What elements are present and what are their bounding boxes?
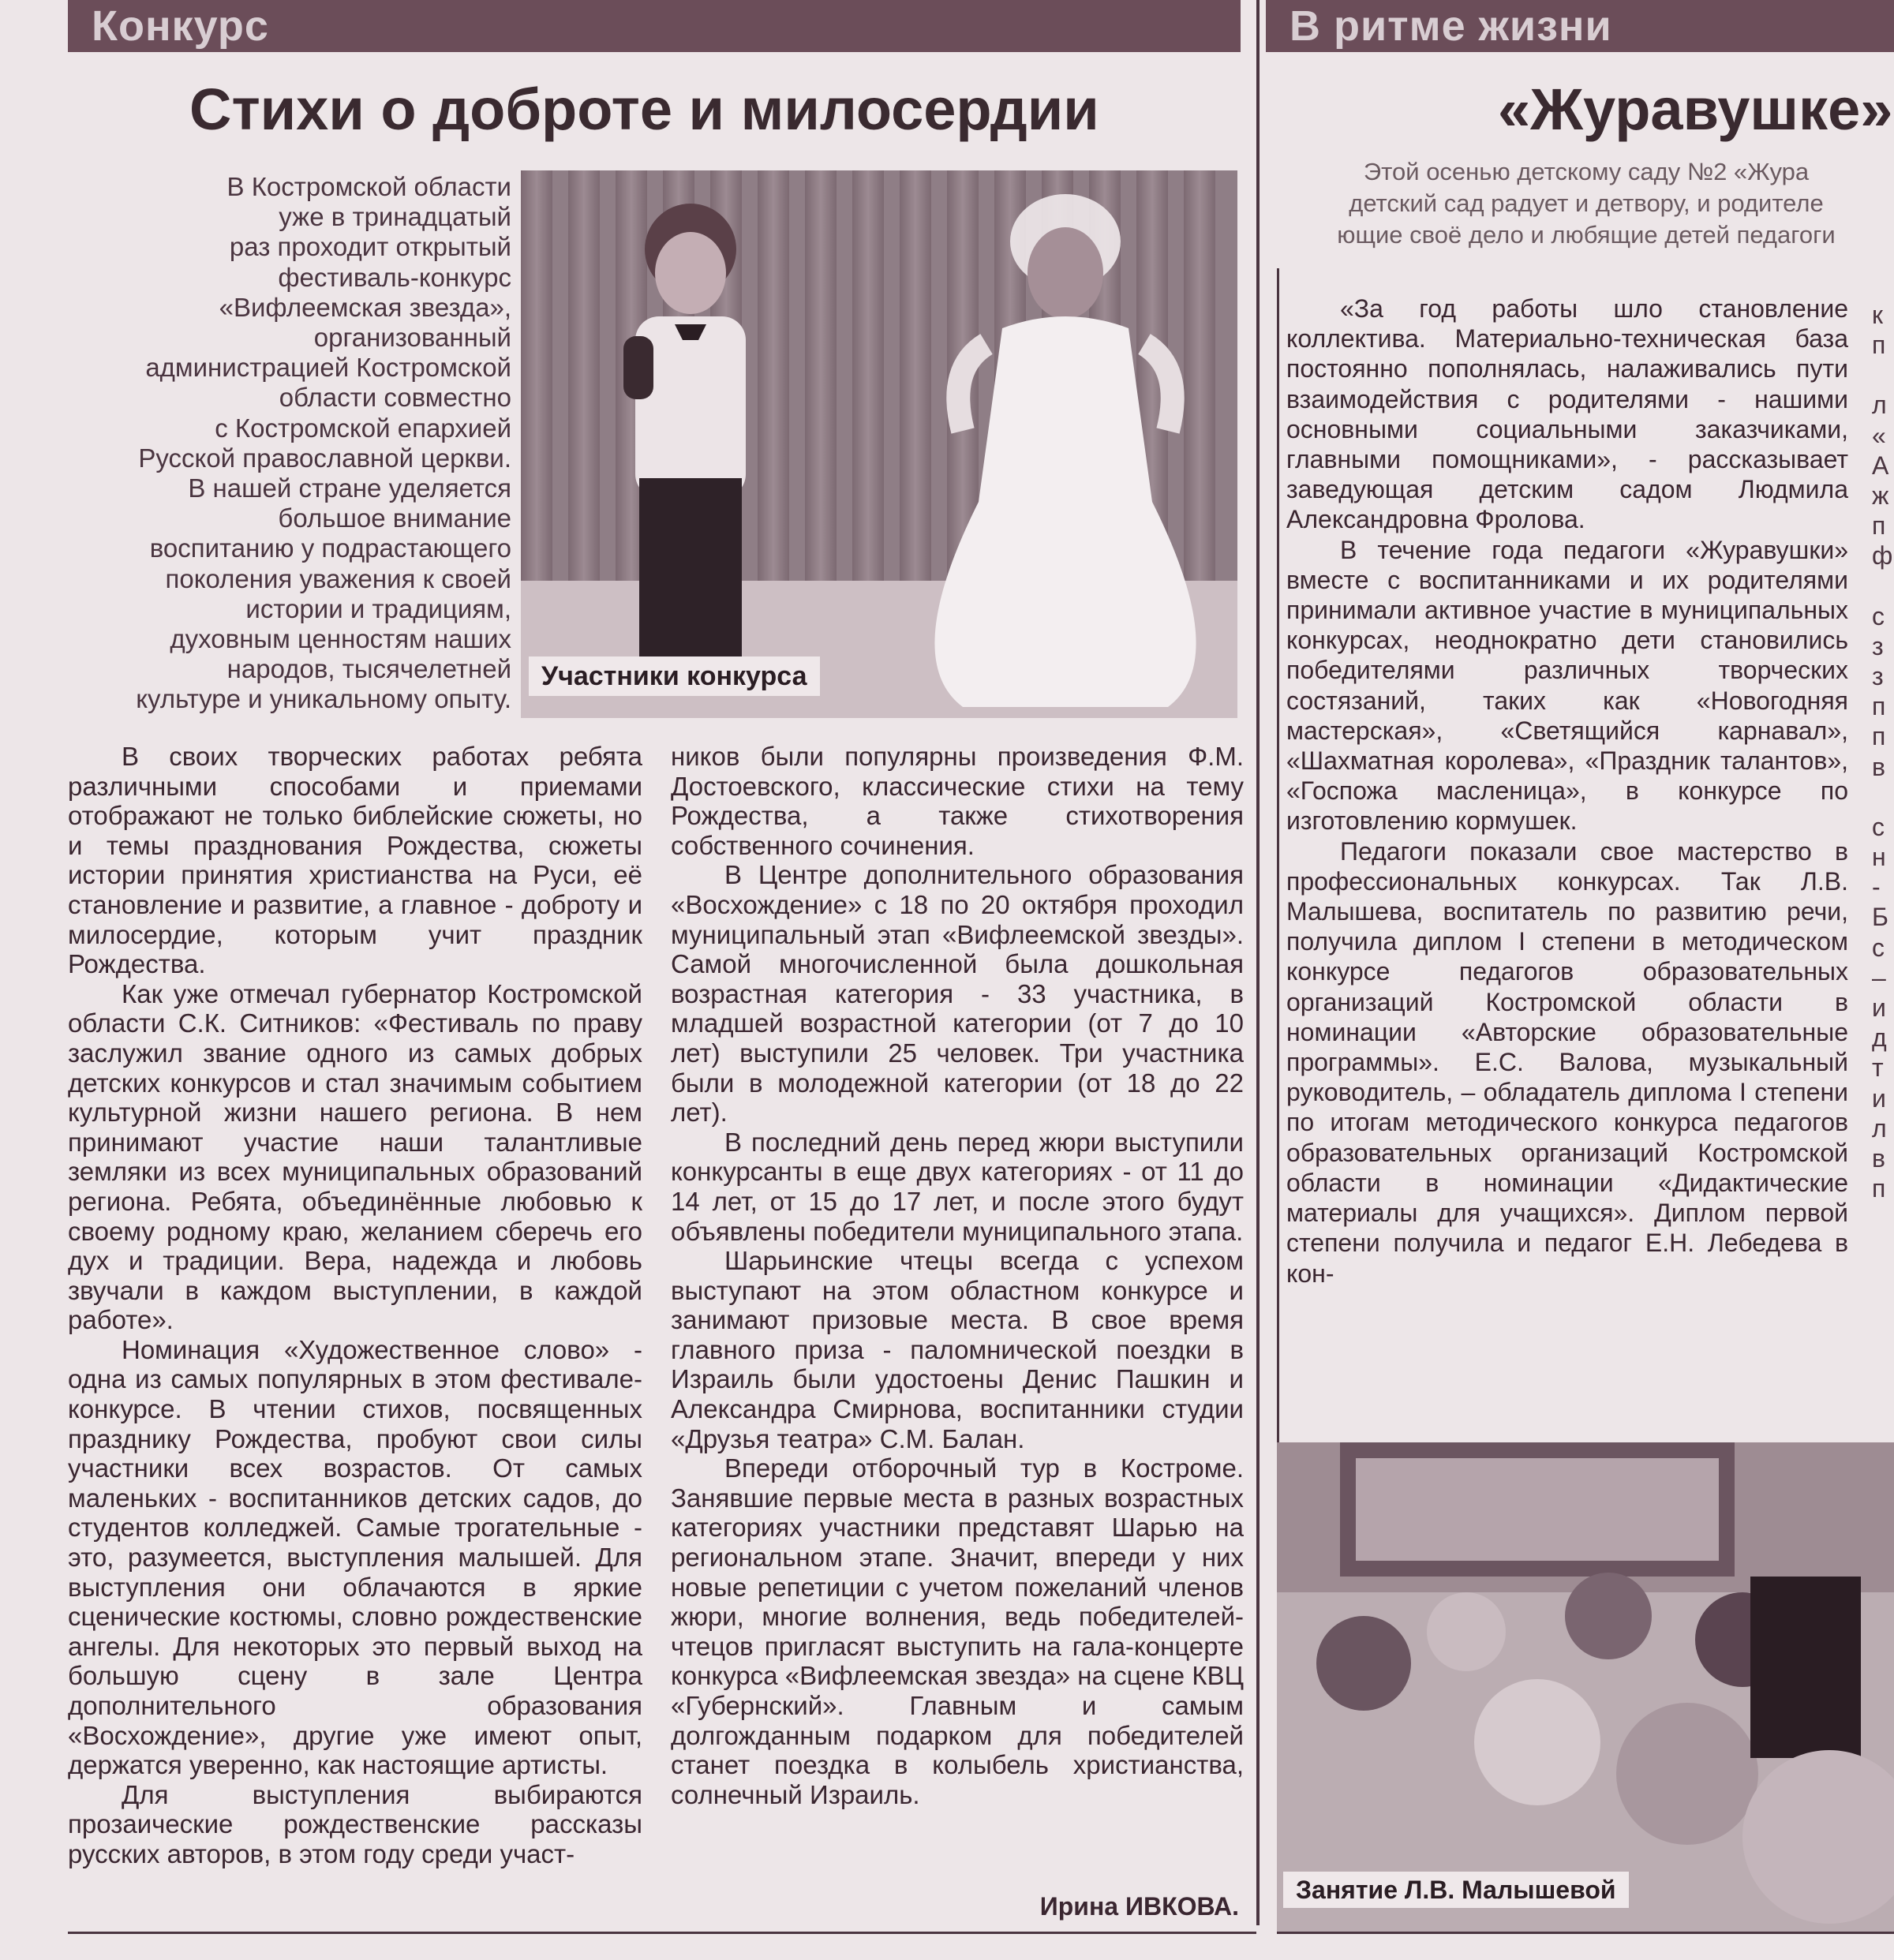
lead-line: культуре и уникальному опыту.	[136, 684, 511, 714]
edge-fragment: п	[1872, 692, 1886, 721]
page-divider-rule	[1256, 0, 1260, 1925]
article-lead	[55, 172, 511, 715]
edge-fragment: л	[1872, 1113, 1887, 1143]
right-article-intro	[1278, 156, 1894, 251]
edge-fragment: -	[1872, 873, 1881, 902]
lead-line: В Костромской области	[226, 172, 511, 201]
lesson-photo-illustration	[1277, 1442, 1894, 1932]
intro-line: детский сад радует и детвору, и родителе	[1349, 189, 1824, 217]
intro-line: ющие своё дело и любящие детей педагоги	[1337, 221, 1836, 249]
right-edge-fragments	[1872, 300, 1894, 1203]
edge-fragment: л	[1872, 391, 1887, 420]
paragraph: В Центре дополнительного образования «Восхождение» с 18 по 20 октября проходил муниципальный этап «Вифлеемской звезды». Самой многочисленной была дошкольная возрастная категория - 33 участника, в младшей возрастной категории (от 7 до 10 лет) выступили 25 человек. Три участника были в молодежной категории (от 18 до 22 лет).	[671, 860, 1244, 1128]
lead-line: поколения уважения к своей	[165, 563, 511, 593]
edge-fragment: д	[1872, 1023, 1887, 1053]
paragraph: В течение года педагоги «Журавушки» вместе с воспитанниками и их родителями принимали активное участие в муниципальных конкурсах, неоднократно дети становились победителями различных творческих состязаний, таких как «Новогодняя мастерская», «Светящийся карнавал», «Шахматная королева», «Праздник талантов», «Госпожа масленица», в конкурсе по изготовлению кормушек.	[1286, 535, 1848, 836]
paragraph: Номинация «Художественное слово» - одна из самых популярных в этом фестивале-конкурсе. В чтении стихов, посвященных празднику Рождества, пробуют свои силы участники всех возрастов. От самых маленьких - воспитанников детских садов, до студентов колледжей. Самые трогательные - это, разумеется, выступления малышей. Для выступления они облачаются в яркие сценические костюмы, словно рождественские ангелы. Для некоторых это первый выход на большую сцену в зале Центра дополнительного образования «Восхождение», другие уже имеют опыт, держатся уверенно, как настоящие артисты.	[68, 1334, 642, 1780]
lead-line: Русской православной церкви.	[138, 443, 511, 473]
right-article-bottom-rule	[1277, 1932, 1894, 1934]
paragraph: Педагоги показали свое мастерство в профессиональных конкурсах. Так Л.В. Малышева, воспитатель по развитию речи, получила диплом I степени в методическом конкурсе педагогов образовательных организаций Костромской области в номинации «Авторские образовательные программы». Е.С. Валова, музыкальный руководитель, – обладатель диплома I степени по итогам методического конкурса педагогов образовательных организаций Костромской области в номинации «Дидактические материалы для учащихся». Диплом первой степени получила и педагог Е.Н. Лебедева в кон-	[1286, 836, 1848, 1288]
lead-line: администрацией Костромской	[145, 353, 511, 383]
edge-fragment: п	[1872, 331, 1886, 360]
photo-illustration	[521, 170, 1237, 718]
edge-fragment: п	[1872, 511, 1886, 540]
paragraph: «За год работы шло становление коллектива. Материально-техническая база постоянно пополнялась, налаживались пути взаимодействия с родителями - нашими основными социальными заказчиками, главными помощниками», - рассказывает заведующая детским садом Людмила Александровна Фролова.	[1286, 294, 1848, 534]
edge-fragment: с	[1872, 812, 1885, 841]
edge-fragment: и	[1872, 1083, 1886, 1113]
edge-fragment: «	[1872, 421, 1886, 450]
lesson-photo	[1277, 1442, 1894, 1932]
edge-fragment: с	[1872, 933, 1885, 962]
rubric-label-left: Конкурс	[92, 2, 269, 50]
lead-line: «Вифлеемская звезда»,	[219, 292, 511, 322]
edge-fragment: п	[1872, 722, 1886, 751]
lead-line: истории и традициям,	[245, 593, 511, 623]
lead-line: организованный	[313, 323, 511, 353]
photo-caption-lesson: Занятие Л.В. Малышевой	[1283, 1872, 1629, 1908]
article-column-2	[671, 742, 1244, 1809]
edge-fragment: ф	[1872, 541, 1893, 570]
rubric-konkurs	[68, 0, 1241, 52]
paragraph: Для выступления выбираются прозаические рождественские рассказы русских авторов, в этом году среди участ-	[68, 1779, 642, 1868]
lead-line: В нашей стране уделяется	[188, 473, 511, 503]
edge-fragment: з	[1872, 631, 1884, 660]
edge-fragment: с	[1872, 601, 1885, 630]
article-title-left: Стихи о доброте и милосердии	[189, 77, 1099, 142]
lead-line: народов, тысячелетней	[226, 654, 511, 684]
edge-fragment: А	[1872, 451, 1889, 480]
lead-line: области совместно	[279, 383, 511, 413]
lead-line: воспитанию у подрастающего	[149, 533, 511, 563]
edge-fragment: в	[1872, 752, 1885, 781]
right-article-column	[1286, 294, 1848, 1289]
lead-line: уже в тринадцатый	[279, 202, 511, 232]
lead-line: духовным ценностям наших	[170, 624, 511, 654]
lead-line: с Костромской епархией	[215, 413, 511, 443]
intro-line: Этой осенью детскому саду №2 «Жура	[1363, 158, 1810, 185]
rubric-label-right: В ритме жизни	[1289, 2, 1612, 50]
paragraph: В последний день перед жюри выступили конкурсанты в еще двух категориях - от 11 до 14 лет, от 15 до 17 лет, и после этого будут объявлены победители муниципального этапа.	[671, 1127, 1244, 1246]
paragraph: Как уже отмечал губернатор Костромской области С.К. Ситников: «Фестиваль по праву заслужил звание одного из самых добрых детских конкурсов и стал значимым событием культурной жизни нашего региона. В нем принимают участие наши талантливые земляки из всех муниципальных образований региона. Ребята, объединённые любовью к своему родному краю, желанием сберечь его дух и традиции. Вера, надежда и любовь звучали в каждом выступлении, в каждой работе».	[68, 978, 642, 1335]
paragraph: В своих творческих работах ребята различными способами и приемами отображают не только библейские сюжеты, но и темы празднования Рождества, сюжеты истории принятия христианства на Руси, её становление и развитие, а главное - доброту и милосердие, которым учит праздник Рождества.	[68, 742, 642, 979]
edge-fragment: Б	[1872, 903, 1888, 932]
lead-line: большое внимание	[278, 503, 511, 533]
edge-fragment: и	[1872, 993, 1886, 1023]
edge-fragment: в	[1872, 1144, 1885, 1173]
edge-fragment: п	[1872, 1174, 1886, 1203]
article-title-right: «Журавушке»	[1498, 77, 1893, 142]
paragraph-continued: ников были популярны произведения Ф.М. Достоевского, классические стихи на тему Рождества, а также стихотворения собственного сочинения.	[671, 742, 1244, 860]
paragraph: Впереди отборочный тур в Костроме. Занявшие первые места в разных возрастных категориях участники представят Шарью на региональном этапе. Значит, впереди у них новые репетиции с учетом пожеланий членов жюри, многие волнения, ведь победителей-чтецов пригласят выступить на гала-концерте конкурса «Вифлеемская звезда» на сцене КВЦ «Губернский». Главным и самым долгожданным подарком для победителей станет поездка в колыбель христианства, солнечный Израиль.	[671, 1453, 1244, 1809]
lead-line: раз проходит открытый	[229, 232, 511, 262]
edge-fragment: к	[1872, 301, 1883, 329]
rubric-v-ritme-zhizni	[1266, 0, 1894, 52]
edge-fragment: т	[1872, 1053, 1884, 1083]
contest-participants-photo	[521, 170, 1237, 718]
edge-fragment: ж	[1872, 481, 1889, 511]
article-bottom-rule	[68, 1932, 1256, 1934]
photo-caption-participants: Участники конкурса	[529, 656, 820, 696]
edge-fragment: з	[1872, 662, 1884, 691]
edge-fragment: –	[1872, 963, 1886, 992]
article-column-1	[68, 742, 642, 1869]
lead-line: фестиваль-конкурс	[278, 262, 511, 292]
edge-fragment: н	[1872, 843, 1886, 872]
article-byline: Ирина ИВКОВА.	[1039, 1892, 1239, 1921]
paragraph: Шарьинские чтецы всегда с успехом выступают на этом областном конкурсе и занимают призовые места. В свое время главного приза - паломнической поездки в Израиль были удостоены Денис Пашкин и Александра Смирнова, воспитанники студии «Друзья театра» С.М. Балан.	[671, 1246, 1244, 1453]
